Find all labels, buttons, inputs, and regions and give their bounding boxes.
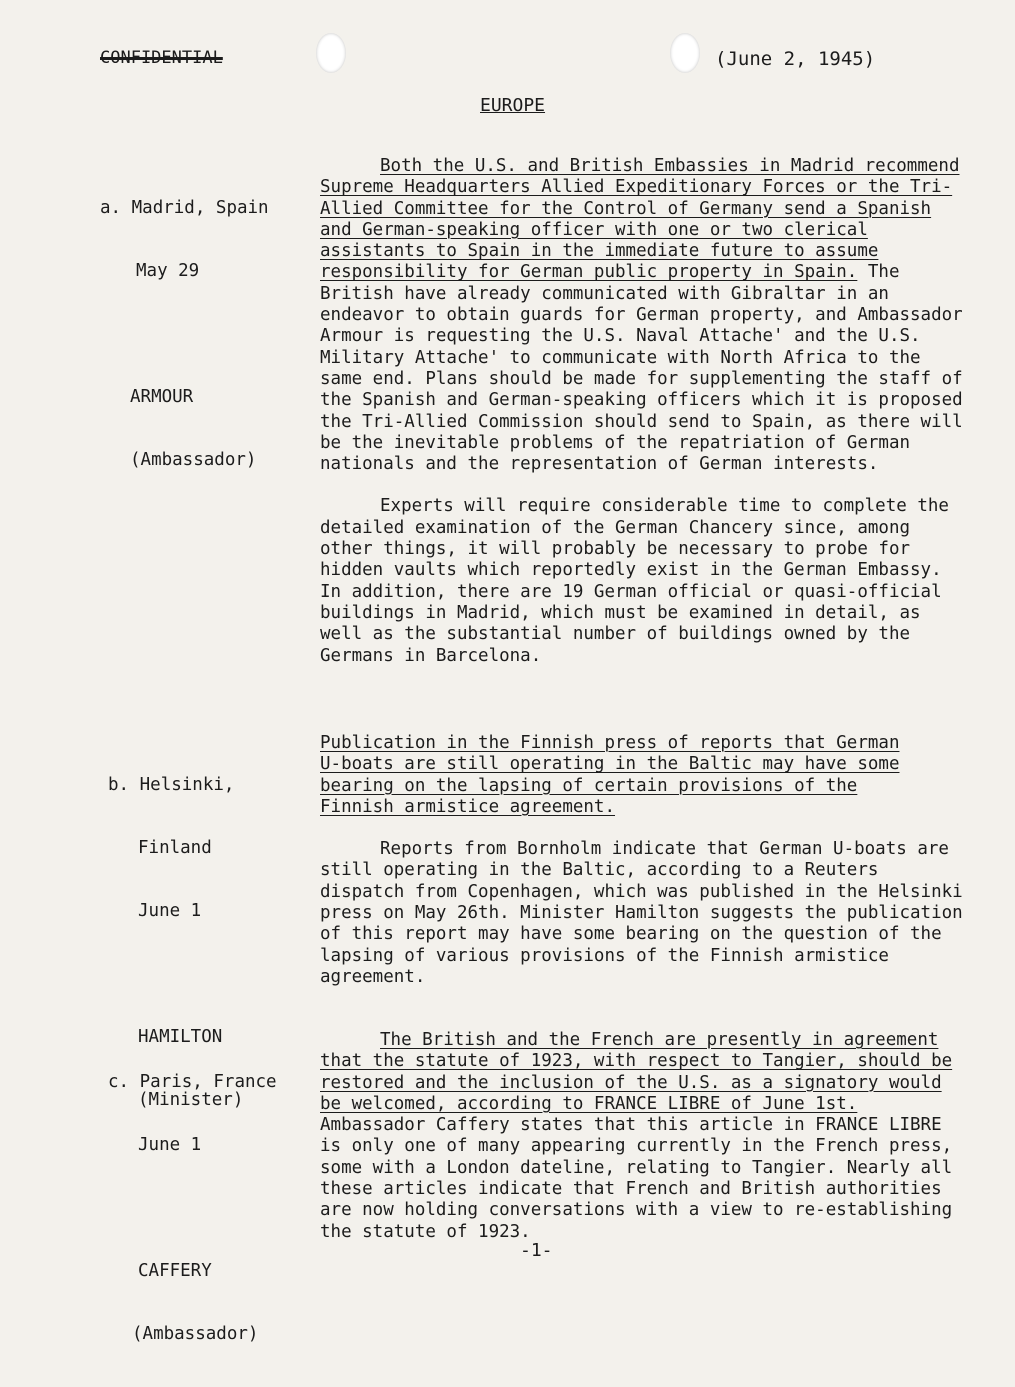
punch-hole-left	[316, 33, 346, 73]
entry-location: Madrid, Spain	[131, 198, 269, 218]
official-name: CAFFERY	[138, 1261, 212, 1281]
entry-label: c.	[108, 1072, 130, 1092]
page-number: -1-	[520, 1240, 553, 1261]
entry-c-meta	[108, 1030, 277, 1387]
official-title: (Minister)	[138, 1090, 244, 1110]
underlined-summary: Publication in the Finnish press of reports that German U-boats are still operating in the Baltic may have some bearing on the lapsing of certain provisions of the Finnish armistice agreement.	[320, 733, 900, 817]
entry-a-body	[320, 156, 970, 667]
official-name: HAMILTON	[138, 1027, 223, 1047]
official-title: (Ambassador)	[130, 450, 257, 470]
entry-b-body	[320, 733, 963, 988]
entry-a-paragraph-2: Experts will require considerable time to complete the detailed examination of the German Chancery since, among other things, it will probably be necessary to probe for hidden vaults which reportedly exist in the German Embassy. In addition, there are 19 German official or quasi-official buildings in Madrid, which must be examined in detail, as well as the substantial number of buildings owned by the Germans in Barcelona.	[320, 496, 949, 666]
entry-c-paragraph-1	[320, 1030, 970, 1243]
underlined-summary: Both the U.S. and British Embassies in Madrid recommend Supreme Headquarters Allied Expeditionary Forces or the Tri-Allied Committee for the Control of Germany send a Spanish and German-speaking officer with one or two clerical assistants to Spain in the immediate future to assume responsibility for German public property in Spain.	[320, 156, 960, 283]
paragraph-text: Ambassador Caffery states that this article in FRANCE LIBRE is only one of many appearing currently in the French press, some with a London dateline, relating to Tangier. Nearly all these articles indicate that French and British authorities are now holding conversations with a view to re-establishing the statute of 1923.	[320, 1115, 953, 1242]
punch-hole-right	[670, 33, 700, 73]
entry-location: Helsinki,	[139, 775, 235, 795]
entry-a-paragraph-1	[320, 156, 970, 475]
entry-label: a.	[100, 198, 122, 218]
entry-date: June 1	[138, 1135, 202, 1155]
entry-a-meta	[100, 156, 269, 513]
classification-mark: CONFIDENTIAL	[100, 48, 223, 68]
entry-location: Paris, France	[139, 1072, 277, 1092]
underlined-summary: The British and the French are presently in agreement that the statute of 1923, with respect to Tangier, should be restored and the inclusion of the U.S. as a signatory would be welcomed, according to FRANCE LIBRE of June 1st.	[320, 1030, 953, 1114]
official-name: ARMOUR	[130, 387, 194, 407]
entry-c-body	[320, 1030, 970, 1243]
section-title: EUROPE	[480, 95, 546, 116]
entry-date: June 1	[138, 901, 202, 921]
document-date: (June 2, 1945)	[715, 48, 876, 70]
entry-location-country: Finland	[138, 838, 212, 858]
entry-date: May 29	[136, 261, 200, 281]
entry-b-paragraph-2: Reports from Bornholm indicate that German U-boats are still operating in the Baltic, according to a Reuters dispatch from Copenhagen, which was published in the Helsinki press on May 26th. Minister Hamilton suggests the publication of this report may have some bearing on the question of the lapsing of various provisions of the Finnish armistice agreement.	[320, 839, 963, 987]
entry-b-paragraph-1	[320, 733, 920, 818]
official-title: (Ambassador)	[132, 1324, 259, 1344]
paragraph-text: The British have already communicated with Gibraltar in an endeavor to obtain guards for German property, and Ambassador Armour is requesting the U.S. Naval Attache' and the U.S. Military Attache' to communicate with North Africa to the same end. Plans should be made for supplementing the staff of the Spanish and German-speaking officers which it is proposed the Tri-Allied Commission should send to Spain, as there will be the inevitable problems of the repatriation of German nationals and the representation of German interests.	[320, 262, 963, 475]
entry-label: b.	[108, 775, 130, 795]
